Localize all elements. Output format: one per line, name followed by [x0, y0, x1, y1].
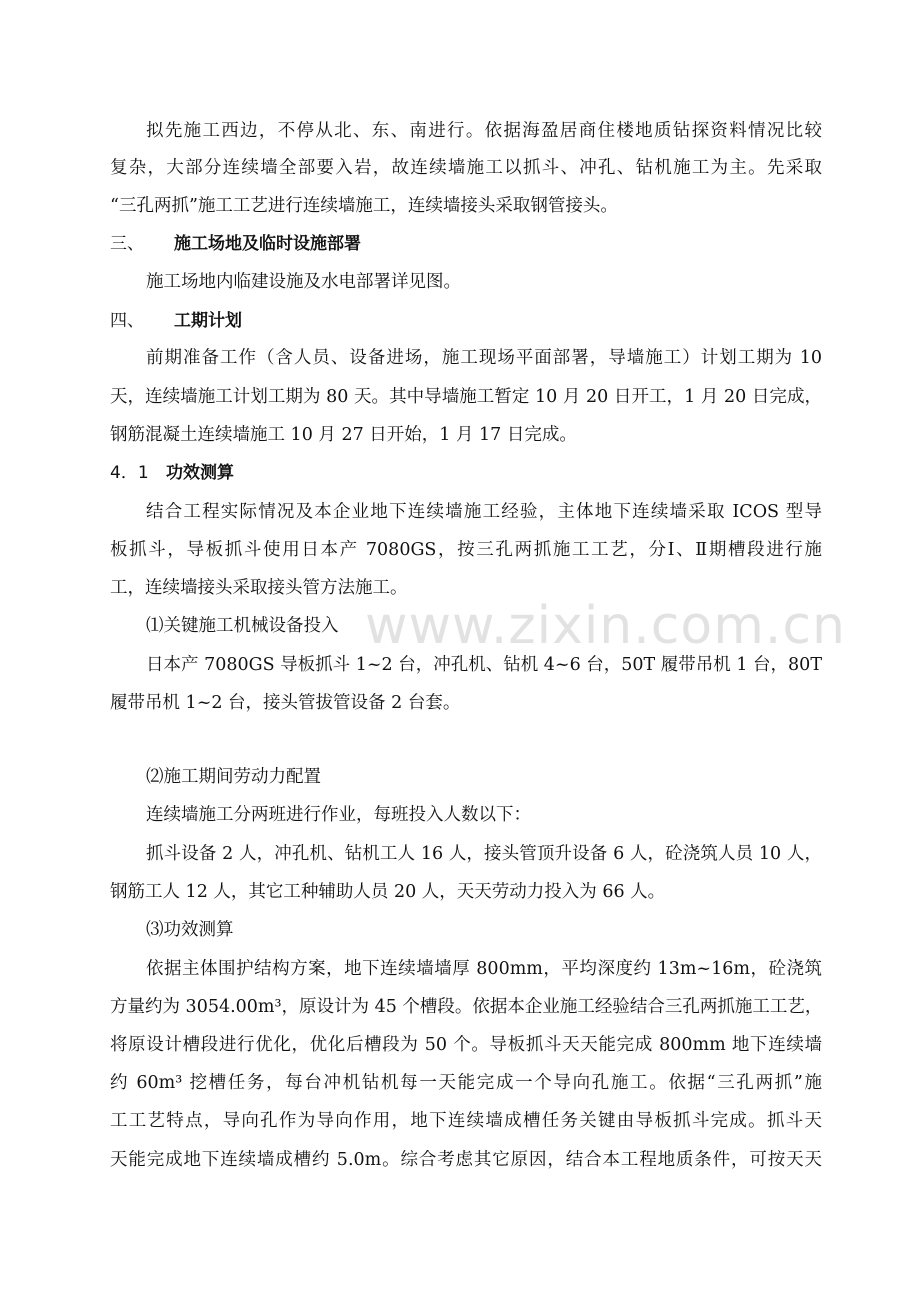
paragraph-line: 钢筋混凝土连续墙施工 10 月 27 日开始，1 月 17 日完成。 — [110, 425, 577, 445]
sub-heading: ⑵施工期间劳动力配置 — [146, 767, 321, 787]
watermark: www.zixin.com.cn — [365, 596, 846, 656]
paragraph-line: 工工艺特点，导向孔作为导向作用，地下连续墙成槽任务关键由导板抓斗完成。抓斗天 — [110, 1111, 822, 1131]
paragraph-line: 天，连续墙施工计划工期为 80 天。其中导墙施工暂定 10 月 20 日开工，1 月 20 日完成， — [110, 387, 822, 407]
paragraph-line: 约 60m³ 挖槽任务，每台冲机钻机每一天能完成一个导向孔施工。依据“三孔两抓”施 — [110, 1073, 822, 1093]
heading-title: 工期计划 — [174, 311, 242, 331]
paragraph-line: 依据主体围护结构方案，地下连续墙墙厚 800mm，平均深度约 13m~16m，砼浇筑 — [146, 959, 822, 979]
paragraph-line: 抓斗设备 2 人，冲孔机、钻机工人 16 人，接头管顶升设备 6 人，砼浇筑人员 10 人， — [146, 844, 822, 864]
paragraph-line: 方量约为 3054.00m³，原设计为 45 个槽段。依据本企业施工经验结合三孔两抓施工工艺， — [110, 997, 822, 1017]
section-heading-3 — [110, 232, 822, 256]
heading-number: 4．1 — [110, 463, 149, 483]
paragraph-line: 履带吊机 1~2 台，接头管拔管设备 2 台套。 — [110, 693, 461, 713]
paragraph-line: 天能完成地下连续墙成槽约 5.0m。综合考虑其它原因，结合本工程地质条件，可按天天 — [110, 1150, 822, 1170]
paragraph-line: 钢筋工人 12 人，其它工种辅助人员 20 人，天天劳动力投入为 66 人。 — [110, 882, 666, 902]
paragraph-line: 连续墙施工分两班进行作业，每班投入人数以下： — [146, 805, 531, 825]
section-heading-4 — [110, 309, 822, 333]
paragraph-line: 施工场地内临建设施及水电部署详见图。 — [146, 272, 461, 292]
paragraph-line: 日本产 7080GS 导板抓斗 1~2 台，冲孔机、钻机 4~6 台，50T 履带吊机 1 台，80T — [146, 655, 822, 675]
paragraph-line: 复杂，大部分连续墙全部要入岩，故连续墙施工以抓斗、冲孔、钻机施工为主。先采取 — [110, 158, 822, 178]
paragraph-line: 结合工程实际情况及本企业地下连续墙施工经验，主体地下连续墙采取 ICOS 型导 — [146, 502, 822, 522]
paragraph-line: 工，连续墙接头采取接头管方法施工。 — [110, 578, 408, 598]
heading-title: 施工场地及临时设施部署 — [174, 234, 361, 254]
paragraph-line: 拟先施工西边，不停从北、东、南进行。依据海盈居商住楼地质钻探资料情况比较 — [146, 121, 822, 141]
sub-heading: ⑶功效测算 — [146, 920, 234, 940]
heading-number: 四、 — [110, 311, 144, 331]
paragraph-line: 将原设计槽段进行优化，优化后槽段为 50 个。导板抓斗天天能完成 800mm 地下连续墙 — [110, 1035, 822, 1055]
paragraph-line: 前期准备工作（含人员、设备进场，施工现场平面部署，导墙施工）计划工期为 10 — [146, 348, 822, 368]
heading-number: 三、 — [110, 234, 144, 254]
paragraph-line: “三孔两抓”施工工艺进行连续墙施工，连续墙接头采取钢管接头。 — [110, 196, 618, 216]
sub-heading: ⑴关键施工机械设备投入 — [146, 616, 339, 636]
paragraph-line: 板抓斗，导板抓斗使用日本产 7080GS，按三孔两抓施工工艺，分Ⅰ、Ⅱ期槽段进行施 — [110, 540, 822, 560]
section-heading-4-1 — [110, 461, 822, 485]
heading-title: 功效测算 — [166, 463, 234, 483]
